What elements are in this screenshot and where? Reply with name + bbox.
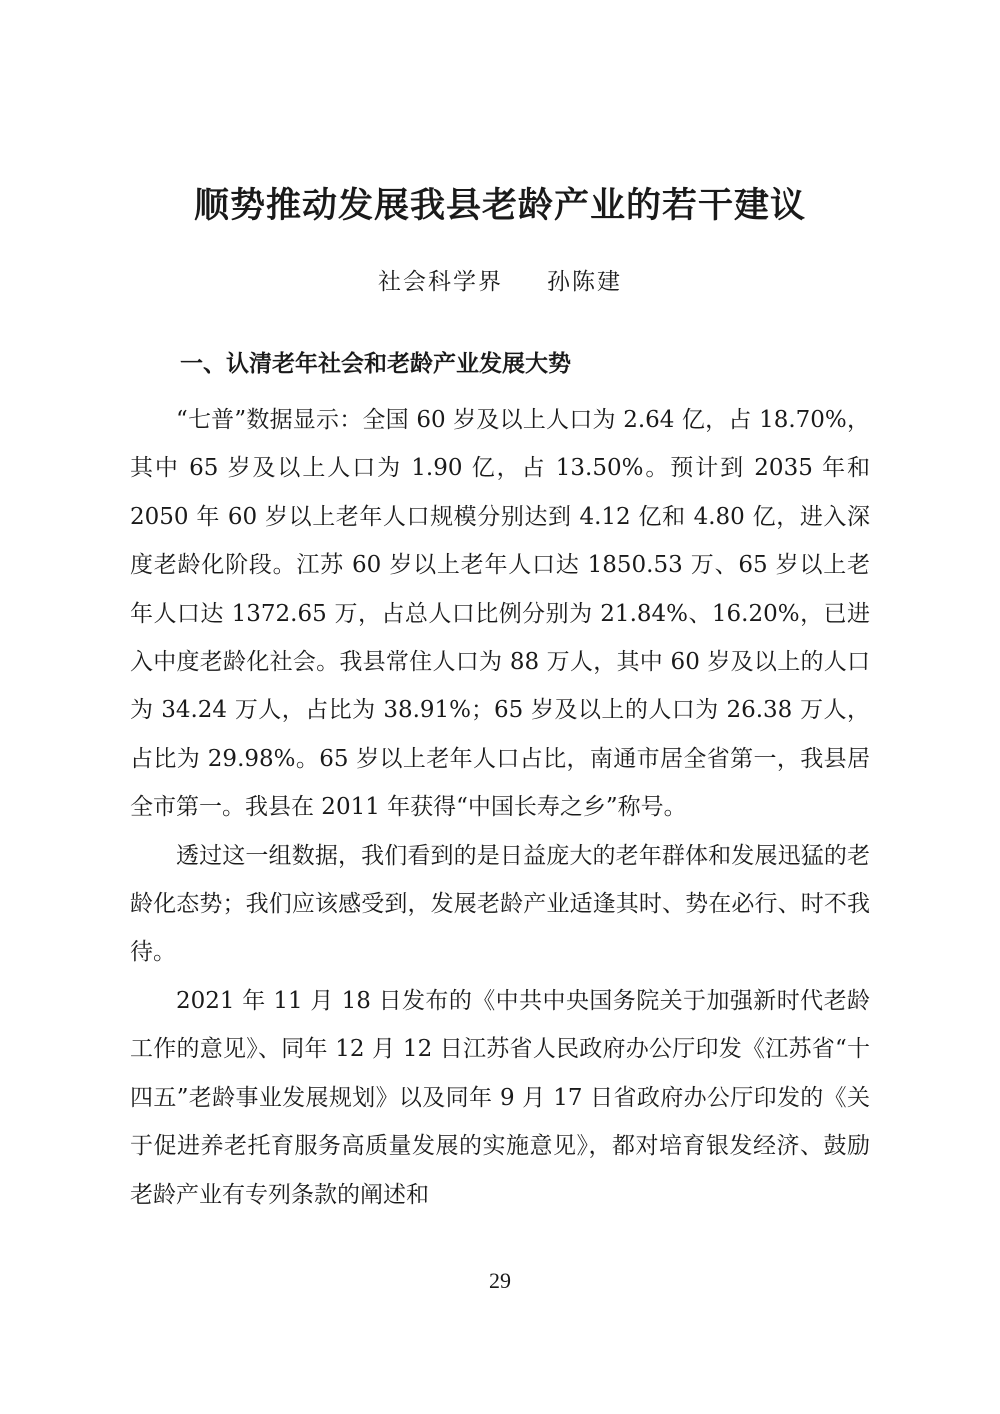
byline [0,264,1000,300]
page-number: 29 [489,1268,511,1293]
section-heading: 一、认清老年社会和老龄产业发展大势 [180,351,571,377]
document-title: 顺势推动发展我县老龄产业的若干建议 [193,185,806,226]
byline-author: 孙陈建 [547,269,622,295]
document-body [130,396,870,1219]
paragraph: “七普”数据显示：全国 60 岁及以上人口为 2.64 亿，占 18.70%，其中 65 岁及以上人口为 1.90 亿，占 13.50%。预计到 2035 年和 2050 年 60 岁以上老年人口规模分别达到 4.12 亿和 4.80 亿，进入深度老龄化阶段。江苏 60 岁以上老年人口达 1850.53 万、65 岁以上老年人口达 1372.65 万，占总人口比例分别为 21.84%、16.20%，已进入中度老龄化社会。我县常住人口为 88 万人，其中 60 岁及以上的人口为 34.24 万人，占比为 38.91%；65 岁及以上的人口为 26.38 万人，占比为 29.98%。65 岁以上老年人口占比，南通市居全省第一，我县居全市第一。我县在 2011 年获得“中国长寿之乡”称号。 [130,407,870,821]
paragraph: 2021 年 11 月 18 日发布的《中共中央国务院关于加强新时代老龄工作的意见》、同年 12 月 12 日江苏省人民政府办公厅印发《江苏省“十四五”老龄事业发展规划》以及同年 9 月 17 日省政府办公厅印发的《关于促进养老托育服务高质量发展的实施意见》，都对培育银发经济、鼓励老龄产业有专列条款的阐述和 [130,987,870,1208]
paragraph: 透过这一组数据，我们看到的是日益庞大的老年群体和发展迅猛的老龄化态势；我们应该感受到，发展老龄产业适逢其时、势在必行、时不我待。 [130,842,870,966]
byline-organization: 社会科学界 [378,269,503,295]
